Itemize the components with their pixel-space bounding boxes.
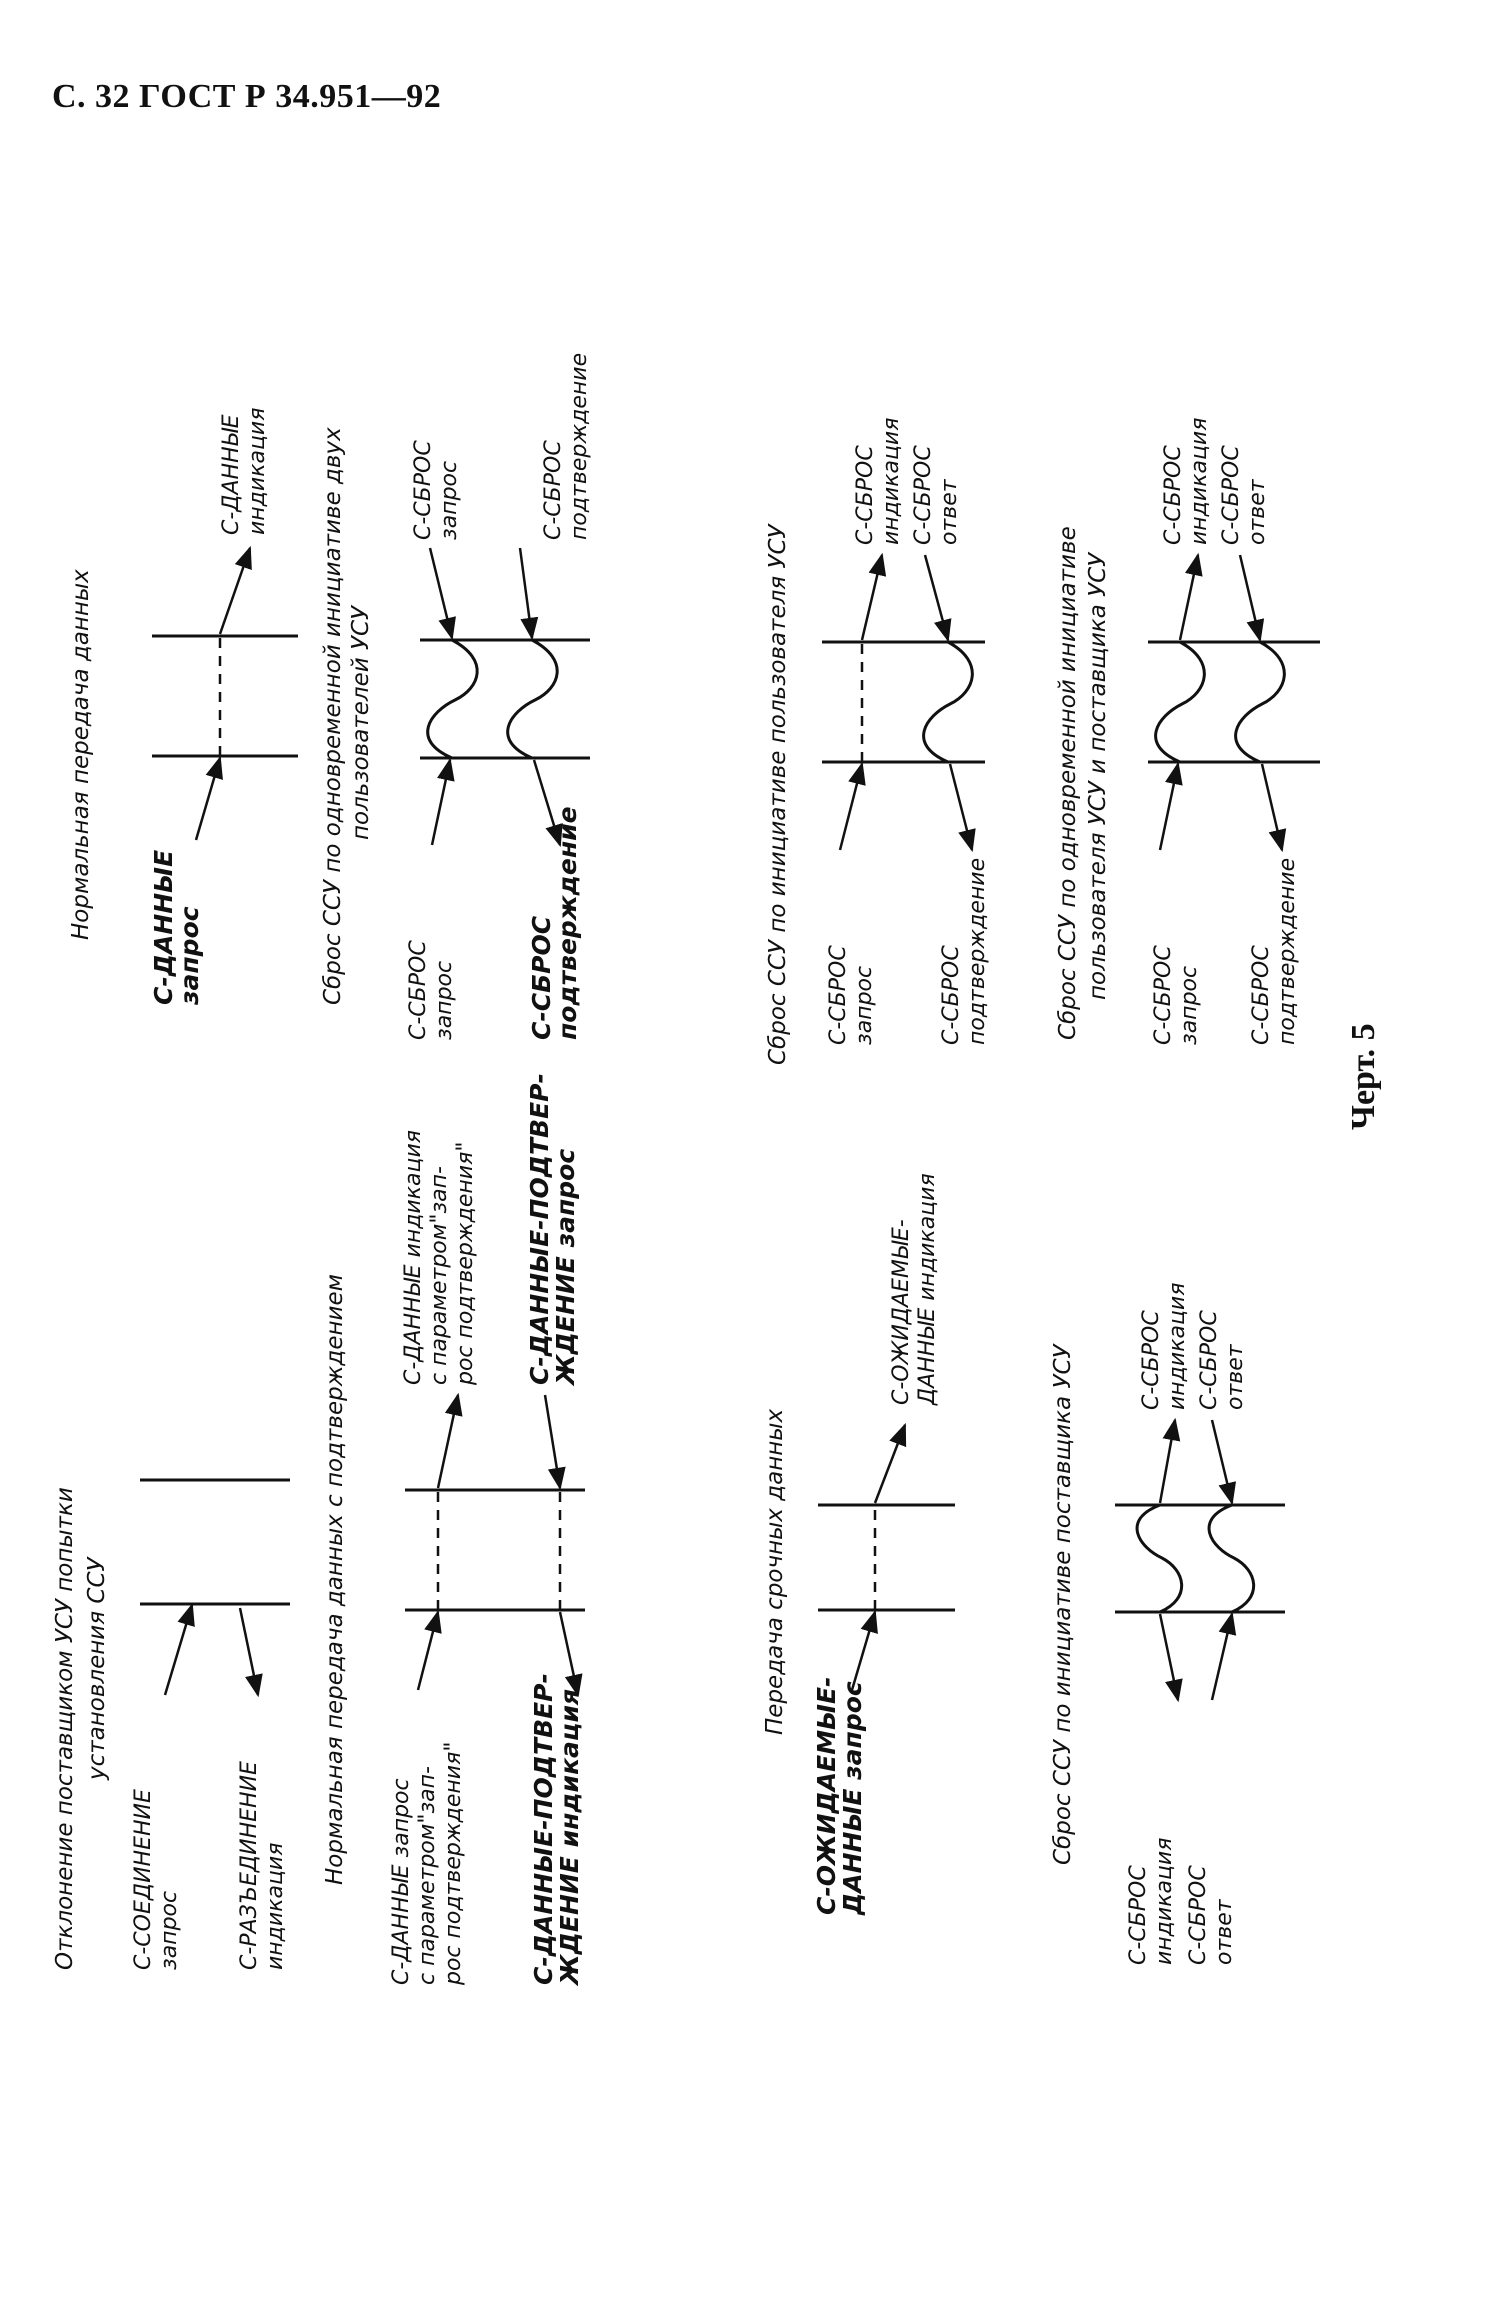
- provider-path: [1209, 1505, 1254, 1612]
- primitive-label: С-СБРОС: [541, 440, 566, 540]
- primitive-label: индикация: [879, 417, 904, 545]
- panel-confirmed-data: [322, 1073, 585, 1987]
- primitive-label: С-СОЕДИНЕНИЕ: [131, 1789, 156, 1970]
- panel-title: Нормальная передача данных с подтверждением: [322, 1274, 348, 1885]
- primitive-label: С-СБРОС: [1197, 1310, 1222, 1410]
- primitive-label: С-СБРОС: [1151, 945, 1176, 1045]
- primitive-label: запрос: [852, 965, 877, 1045]
- panel-reset-user: [765, 418, 990, 1065]
- primitive-label: С-ОЖИДАЕМЫЕ-: [812, 1676, 841, 1915]
- primitive-label: запрос: [157, 1890, 182, 1970]
- primitive-arrow: [1160, 1420, 1175, 1503]
- primitive-label: запрос: [1177, 965, 1202, 1045]
- primitive-label: подтверждение: [553, 806, 582, 1040]
- primitive-arrow: [438, 1395, 458, 1488]
- primitive-label: запрос: [175, 906, 204, 1005]
- primitive-label: С-СБРОС: [826, 945, 851, 1045]
- primitive-label: С-СБРОС: [1161, 445, 1186, 545]
- primitive-label: ответ: [937, 479, 962, 545]
- primitive-label: С-ДАННЫЕ: [219, 414, 244, 535]
- primitive-label: ответ: [1245, 479, 1270, 545]
- panel-expedited-data: [762, 1173, 955, 1916]
- primitive-arrow: [165, 1605, 192, 1695]
- panel-title: установления ССУ: [84, 1557, 110, 1780]
- provider-path: [428, 640, 478, 758]
- primitive-arrow: [875, 1425, 905, 1503]
- primitive-label: рос подтверждения": [441, 1741, 466, 1985]
- primitive-label: С-СБРОС: [911, 445, 936, 545]
- panel-title: пользователей УСУ: [348, 605, 374, 840]
- primitive-arrow: [840, 764, 862, 850]
- primitive-label: С-СБРОС: [939, 945, 964, 1045]
- primitive-arrow: [1180, 555, 1198, 640]
- primitive-label: С-СБРОС: [527, 915, 556, 1040]
- primitive-label: подтверждение: [567, 352, 592, 540]
- primitive-arrow: [418, 1612, 438, 1690]
- primitive-arrow: [1212, 1420, 1232, 1503]
- primitive-arrow: [560, 1612, 578, 1695]
- primitive-label: С-СБРОС: [406, 940, 431, 1040]
- primitive-arrow: [220, 548, 250, 634]
- primitive-label: с параметром"зап-: [427, 1166, 452, 1385]
- panel-reset-provider: [1050, 1283, 1285, 1965]
- panel-title: Сброс ССУ по одновременной инициативе двух: [320, 427, 346, 1005]
- provider-path: [924, 642, 973, 762]
- primitive-arrow: [1160, 764, 1178, 850]
- primitive-label: С-ДАННЫЕ: [149, 849, 178, 1005]
- primitive-arrow: [852, 1612, 875, 1690]
- panel-title: пользователя УСУ и поставщика УСУ: [1085, 552, 1111, 1000]
- primitive-label: С-ДАННЫЕ-ПОДТВЕР-: [525, 1073, 554, 1385]
- provider-path: [1156, 642, 1205, 762]
- primitive-label: С-СБРОС: [1139, 1310, 1164, 1410]
- primitive-label: подтверждение: [965, 857, 990, 1045]
- primitive-label: индикация: [263, 1842, 288, 1970]
- provider-path: [1236, 642, 1285, 762]
- primitive-label: С-СБРОС: [1186, 1865, 1211, 1965]
- primitive-label: С-ДАННЫЕ индикация: [401, 1130, 426, 1385]
- primitive-arrow: [545, 1395, 560, 1488]
- primitive-label: С-СБРОС: [853, 445, 878, 545]
- provider-path: [1137, 1505, 1182, 1612]
- panel-title: Нормальная передача данных: [68, 569, 94, 940]
- primitive-label: индикация: [1187, 417, 1212, 545]
- provider-path: [508, 640, 558, 758]
- primitive-label: С-СБРОС: [1249, 945, 1274, 1045]
- primitive-label: ответ: [1223, 1344, 1248, 1410]
- primitive-arrow: [430, 548, 452, 638]
- primitive-label: запрос: [432, 960, 457, 1040]
- primitive-label: С-СБРОС: [1126, 1865, 1151, 1965]
- panel-title: Отклонение поставщиком УСУ попытки: [52, 1487, 78, 1970]
- primitive-arrow: [1160, 1614, 1178, 1700]
- primitive-arrow: [1240, 555, 1260, 640]
- primitive-arrow: [1212, 1614, 1232, 1700]
- primitive-label: индикация: [1152, 1837, 1177, 1965]
- panel-title: Сброс ССУ по одновременной инициативе: [1055, 526, 1081, 1040]
- primitive-label: индикация: [245, 407, 270, 535]
- panel-normal-data: [68, 408, 298, 1006]
- page-header: С. 32 ГОСТ Р 34.951—92: [52, 78, 442, 115]
- primitive-arrow: [1262, 764, 1282, 850]
- primitive-label: С-РАЗЪЕДИНЕНИЕ: [237, 1761, 262, 1970]
- primitive-arrow: [950, 764, 972, 850]
- primitive-label: С-СБРОС: [411, 440, 436, 540]
- primitive-label: С-ДАННЫЕ-ПОДТВЕР-: [529, 1673, 558, 1985]
- primitive-label: ДАННЫЕ запрос: [838, 1681, 867, 1915]
- panel-title: Сброс ССУ по инициативе пользователя УСУ: [765, 524, 791, 1065]
- primitive-label: запрос: [437, 460, 462, 540]
- panel-reset-user-provider: [1055, 418, 1320, 1045]
- primitive-label: С-СБРОС: [1219, 445, 1244, 545]
- panel-title: Сброс ССУ по инициативе поставщика УСУ: [1050, 1344, 1076, 1865]
- panel-title: Передача срочных данных: [762, 1408, 788, 1735]
- primitive-label: С-ОЖИДАЕМЫЕ-: [889, 1219, 914, 1405]
- primitive-arrow: [432, 760, 450, 845]
- primitive-label: с параметром"зап-: [415, 1766, 440, 1985]
- primitive-label: индикация: [1165, 1282, 1190, 1410]
- primitive-label: ДАННЫЕ индикация: [915, 1173, 940, 1405]
- panel-connect-reject: [52, 1480, 290, 1970]
- panel-reset-both-users: [320, 353, 592, 1040]
- primitive-label: ЖДЕНИЕ индикация: [555, 1688, 584, 1985]
- primitive-arrow: [196, 758, 220, 840]
- primitive-arrow: [240, 1608, 258, 1695]
- primitive-arrow: [925, 555, 948, 640]
- primitive-label: рос подтверждения": [453, 1141, 478, 1385]
- figure-label: Черт. 5: [1345, 1023, 1382, 1130]
- primitive-arrow: [520, 548, 532, 638]
- primitive-arrow: [862, 555, 882, 640]
- primitive-label: С-ДАННЫЕ запрос: [389, 1778, 414, 1985]
- primitive-label: подтверждение: [1275, 857, 1300, 1045]
- primitive-label: ответ: [1212, 1899, 1237, 1965]
- primitive-label: ЖДЕНИЕ запрос: [551, 1148, 580, 1385]
